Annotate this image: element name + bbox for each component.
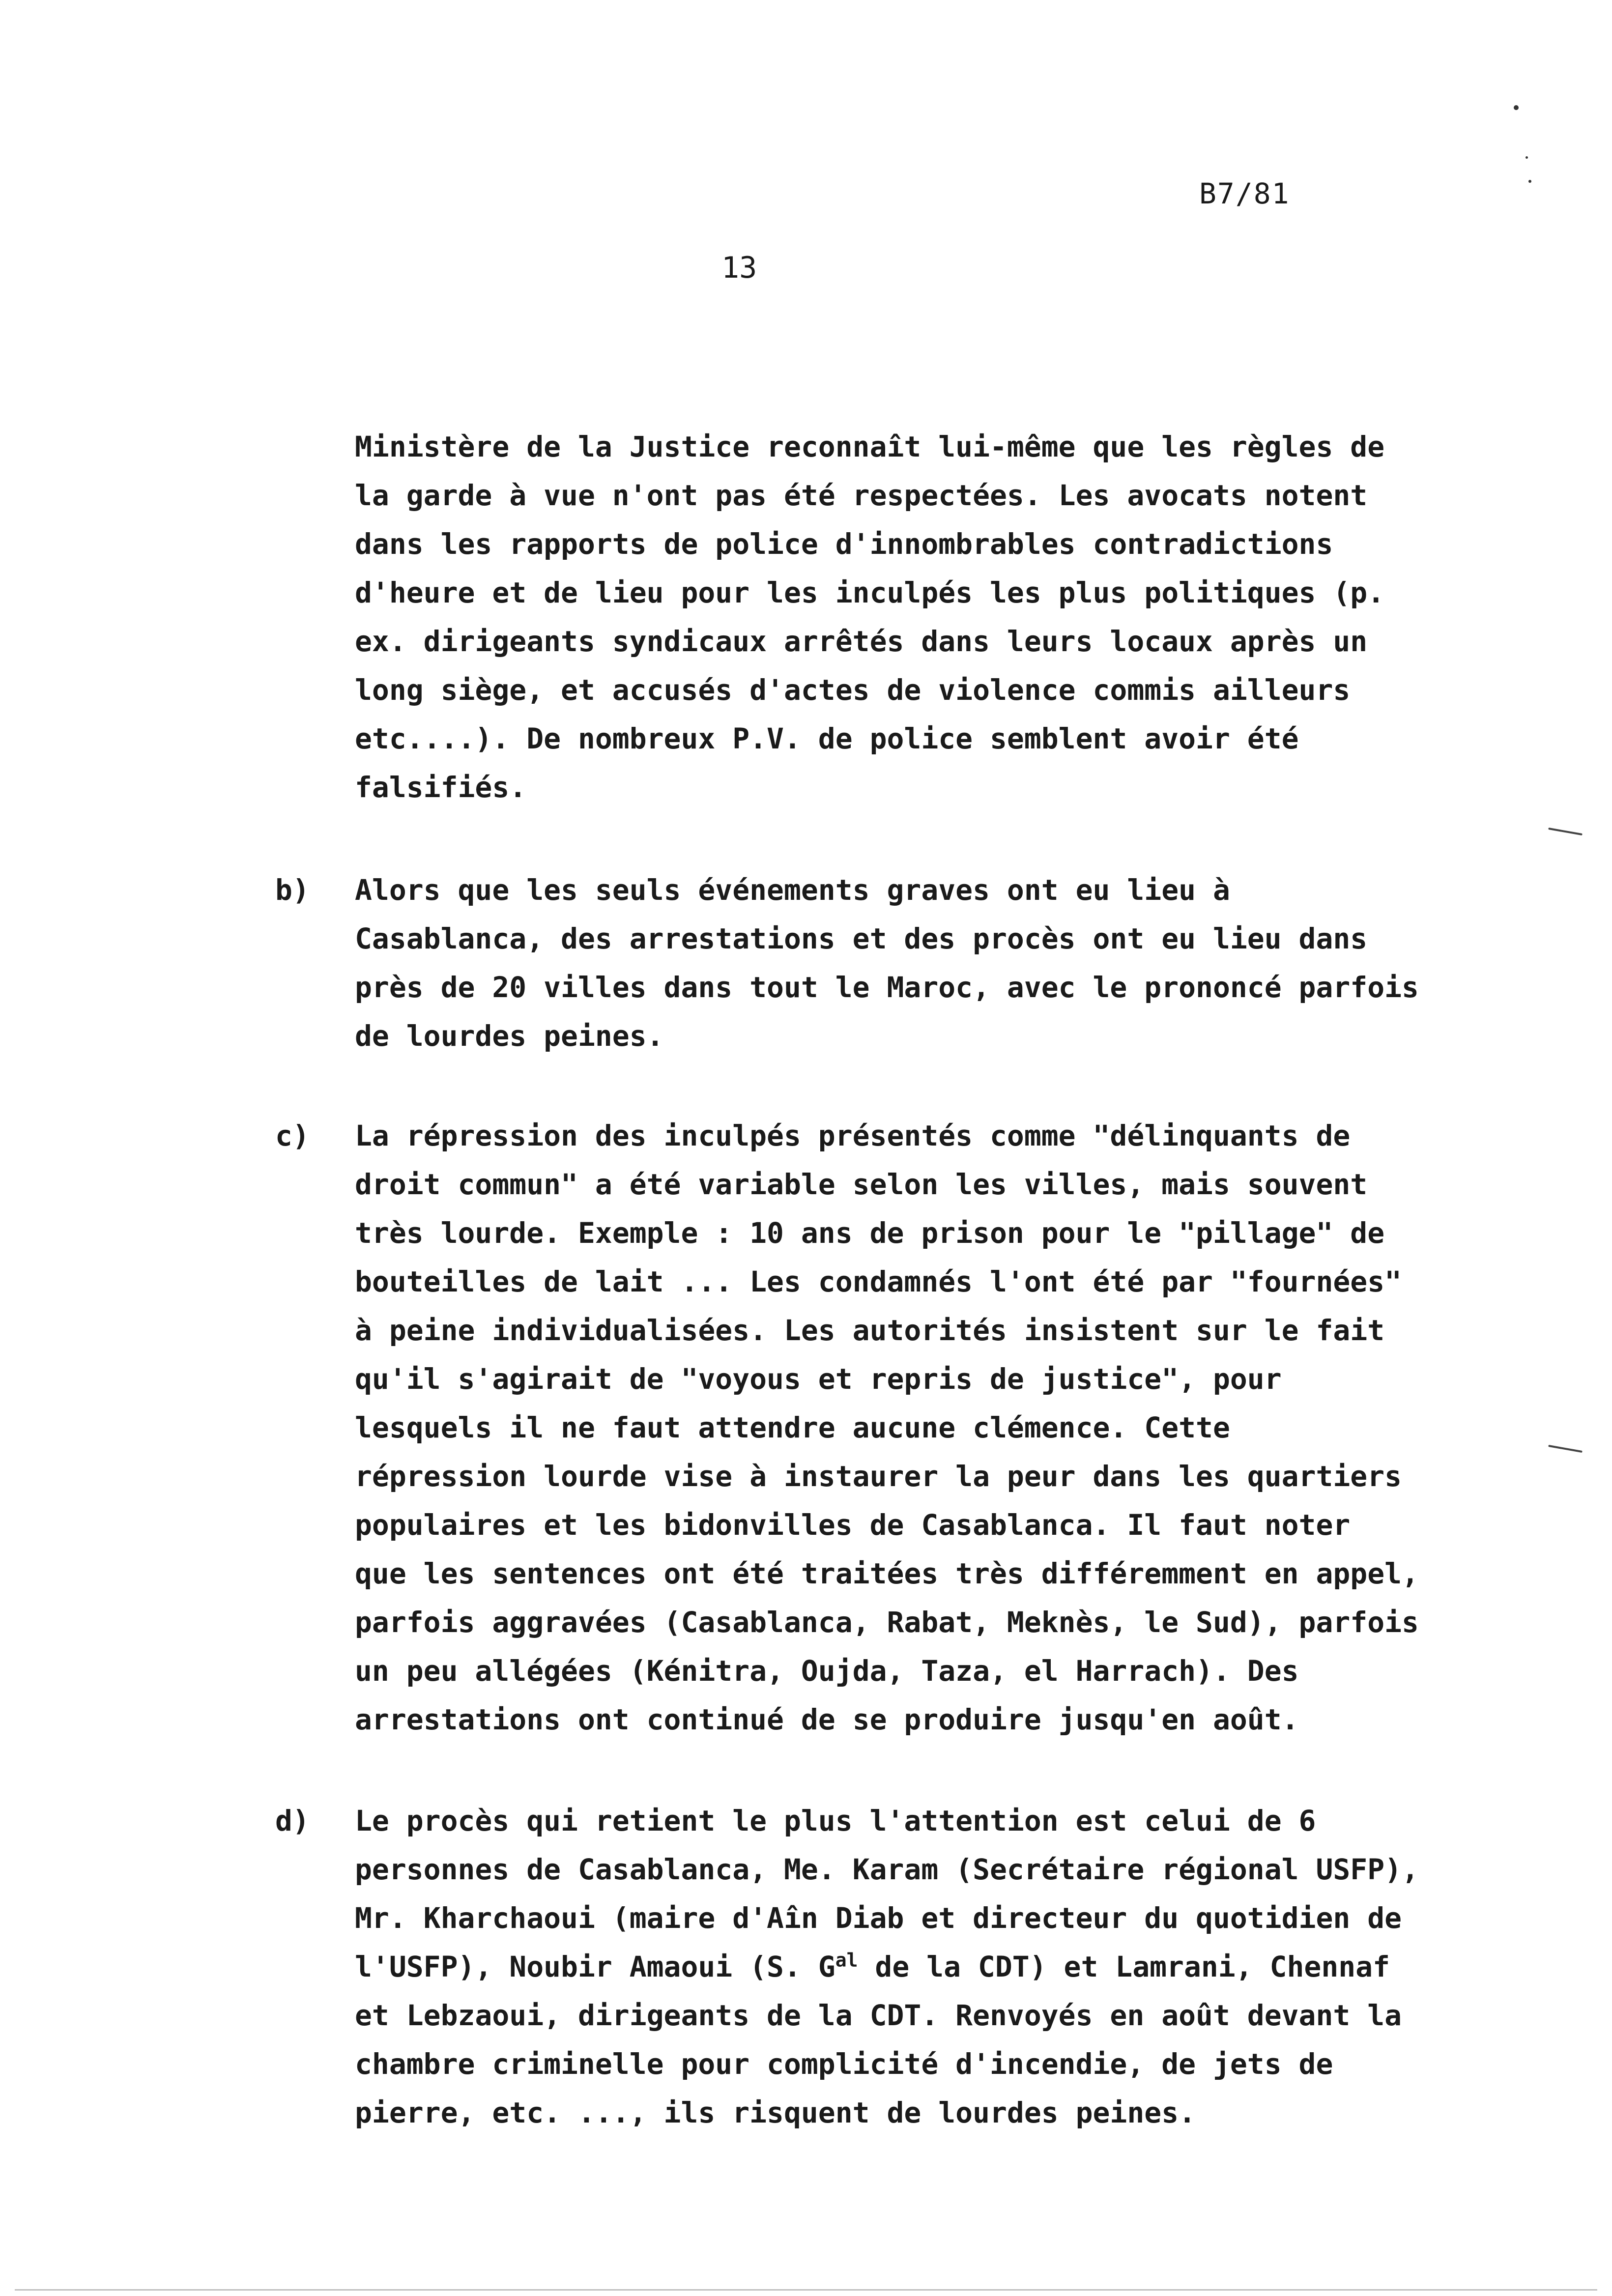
text-line: parfois aggravées (Casablanca, Rabat, Meknès, le Sud), parfois xyxy=(355,1606,1419,1639)
text-line: Alors que les seuls événements graves ont eu lieu à xyxy=(355,873,1230,907)
text-line: arrestations ont continué de se produire jusqu'en août. xyxy=(355,1703,1299,1736)
text-line: qu'il s'agirait de "voyous et repris de justice", pour xyxy=(355,1362,1282,1396)
text-line xyxy=(355,1943,1426,1991)
scan-mark xyxy=(1548,828,1583,835)
text-line: La répression des inculpés présentés comme "délinquants de xyxy=(355,1119,1351,1152)
text-line: très lourde. Exemple : 10 ans de prison pour le "pillage" de xyxy=(355,1216,1385,1250)
text-line: etc....). De nombreux P.V. de police semblent avoir été xyxy=(355,722,1299,755)
text-line: près de 20 villes dans tout le Maroc, avec le prononcé parfois xyxy=(355,971,1419,1004)
item-c-marker: c) xyxy=(275,1119,310,1152)
text-line: à peine individualisées. Les autorités insistent sur le fait xyxy=(355,1314,1385,1347)
text-line: Ministère de la Justice reconnaît lui-même que les règles de xyxy=(355,430,1385,463)
text-line: chambre criminelle pour complicité d'incendie, de jets de xyxy=(355,2047,1333,2081)
item-c-paragraph xyxy=(355,1112,1426,1744)
item-b-marker: b) xyxy=(275,873,310,907)
text-line: Casablanca, des arrestations et des procès ont eu lieu dans xyxy=(355,922,1368,955)
scan-edge-line xyxy=(15,2289,1597,2291)
text-line: long siège, et accusés d'actes de violence commis ailleurs xyxy=(355,673,1351,707)
text-line: lesquels il ne faut attendre aucune clémence. Cette xyxy=(355,1411,1230,1444)
scan-speck xyxy=(1514,105,1519,110)
scan-speck xyxy=(1528,180,1531,183)
text-line: falsifiés. xyxy=(355,771,527,804)
text-line: et Lebzaoui, dirigeants de la CDT. Renvoyés en août devant la xyxy=(355,1999,1402,2032)
superscript: al xyxy=(835,1949,858,1971)
text-line: personnes de Casablanca, Me. Karam (Secrétaire régional USFP), xyxy=(355,1853,1419,1886)
item-d-paragraph xyxy=(355,1797,1426,2137)
text-line: la garde à vue n'ont pas été respectées. Les avocats notent xyxy=(355,479,1368,512)
text-line: Le procès qui retient le plus l'attention est celui de 6 xyxy=(355,1804,1316,1837)
text-segment: de la CDT) et Lamrani, Chennaf xyxy=(875,1950,1390,1983)
item-b-paragraph xyxy=(355,866,1426,1061)
text-line: droit commun" a été variable selon les villes, mais souvent xyxy=(355,1168,1368,1201)
item-d-marker: d) xyxy=(275,1804,310,1837)
continuation-paragraph xyxy=(355,423,1426,812)
text-segment: l'USFP), Noubir Amaoui (S. G xyxy=(355,1950,835,1983)
scan-mark xyxy=(1548,1445,1583,1453)
text-line: pierre, etc. ..., ils risquent de lourdes peines. xyxy=(355,2096,1196,2129)
scan-speck xyxy=(1526,156,1528,159)
text-line: de lourdes peines. xyxy=(355,1019,664,1053)
text-line: populaires et les bidonvilles de Casablanca. Il faut noter xyxy=(355,1508,1351,1542)
text-line: Mr. Kharchaoui (maire d'Aîn Diab et directeur du quotidien de xyxy=(355,1901,1402,1935)
text-line: d'heure et de lieu pour les inculpés les plus politiques (p. xyxy=(355,576,1385,609)
text-line: ex. dirigeants syndicaux arrêtés dans leurs locaux après un xyxy=(355,625,1368,658)
text-line: que les sentences ont été traitées très différemment en appel, xyxy=(355,1557,1419,1590)
text-line: bouteilles de lait ... Les condamnés l'ont été par "fournées" xyxy=(355,1265,1402,1298)
page-number: 13 xyxy=(721,251,757,285)
text-line: dans les rapports de police d'innombrables contradictions xyxy=(355,527,1333,561)
text-line: répression lourde vise à instaurer la peur dans les quartiers xyxy=(355,1460,1402,1493)
document-reference: B7/81 xyxy=(1199,177,1290,210)
text-line: un peu allégées (Kénitra, Oujda, Taza, el Harrach). Des xyxy=(355,1654,1299,1688)
